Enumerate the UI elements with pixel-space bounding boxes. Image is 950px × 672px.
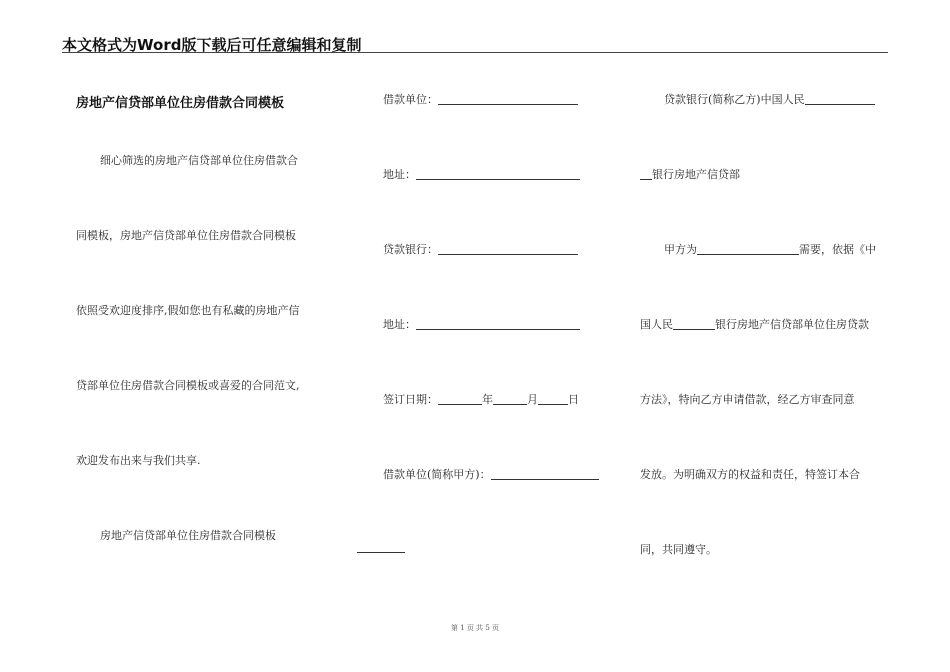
clause-line-3a-text: 甲方为 xyxy=(664,243,697,256)
blank-line xyxy=(416,318,580,330)
clause-line-3b-text: 需要，依据《中 xyxy=(799,243,876,256)
intro-line-2: 同模板，房地产信贷部单位住房借款合同模板 xyxy=(76,229,296,242)
clause-line-2-text: 银行房地产信贷部 xyxy=(652,168,740,181)
blank-line xyxy=(438,93,578,105)
blank-line xyxy=(357,552,405,553)
field-borrower-party-a-label: 借款单位(简称甲方)： xyxy=(383,468,491,481)
clause-line-4b-text: 银行房地产信贷部单位住房贷款 xyxy=(715,318,869,331)
clause-line-3 xyxy=(664,243,876,257)
intro-line-3: 依照受欢迎度排序,假如您也有私藏的房地产信 xyxy=(76,304,300,317)
year-label: 年 xyxy=(482,393,493,406)
page-header-banner: 本文格式为Word版下载后可任意编辑和复制 xyxy=(62,36,362,54)
blank-line xyxy=(438,393,482,405)
field-address-1 xyxy=(383,168,580,182)
field-address-2-label: 地址： xyxy=(383,318,416,331)
field-borrower-party-a xyxy=(383,468,599,482)
clause-line-7: 同，共同遵守。 xyxy=(640,543,717,556)
blank-line xyxy=(805,93,875,105)
intro-line-4: 贷部单位住房借款合同模板或喜爱的合同范文, xyxy=(76,379,300,392)
field-borrower xyxy=(383,93,578,107)
field-address-2 xyxy=(383,318,580,332)
section-subtitle: 房地产信贷部单位住房借款合同模板 xyxy=(100,529,276,542)
clause-line-1 xyxy=(664,93,875,107)
field-sign-date-label: 签订日期： xyxy=(383,393,438,406)
blank-line xyxy=(538,393,568,405)
clause-line-5: 方法》，特向乙方申请借款，经乙方审查同意 xyxy=(640,393,855,406)
blank-line xyxy=(491,468,599,480)
page-number-footer: 第 1 页 共 5 页 xyxy=(450,624,500,632)
blank-line xyxy=(493,393,527,405)
field-sign-date xyxy=(383,393,579,407)
field-borrower-label: 借款单位： xyxy=(383,93,438,106)
month-label: 月 xyxy=(527,393,538,406)
intro-line-1: 细心筛选的房地产信贷部单位住房借款合 xyxy=(100,154,298,167)
blank-line xyxy=(416,168,580,180)
blank-line xyxy=(640,168,652,180)
clause-line-4 xyxy=(640,318,869,332)
clause-line-2 xyxy=(640,168,740,182)
intro-line-5: 欢迎发布出来与我们共享. xyxy=(76,454,201,467)
blank-line xyxy=(438,243,578,255)
field-lender-bank-label: 贷款银行： xyxy=(383,243,438,256)
clause-line-6: 发放。为明确双方的权益和责任，特签订本合 xyxy=(640,468,860,481)
day-label: 日 xyxy=(568,393,579,406)
header-divider xyxy=(62,52,888,53)
clause-line-1-text: 贷款银行(简称乙方)中国人民 xyxy=(664,93,805,106)
clause-line-4a-text: 国人民 xyxy=(640,318,673,331)
field-address-1-label: 地址： xyxy=(383,168,416,181)
blank-line xyxy=(697,243,799,255)
document-title: 房地产信贷部单位住房借款合同模板 xyxy=(76,96,285,111)
blank-line xyxy=(673,318,715,330)
field-lender-bank xyxy=(383,243,578,257)
